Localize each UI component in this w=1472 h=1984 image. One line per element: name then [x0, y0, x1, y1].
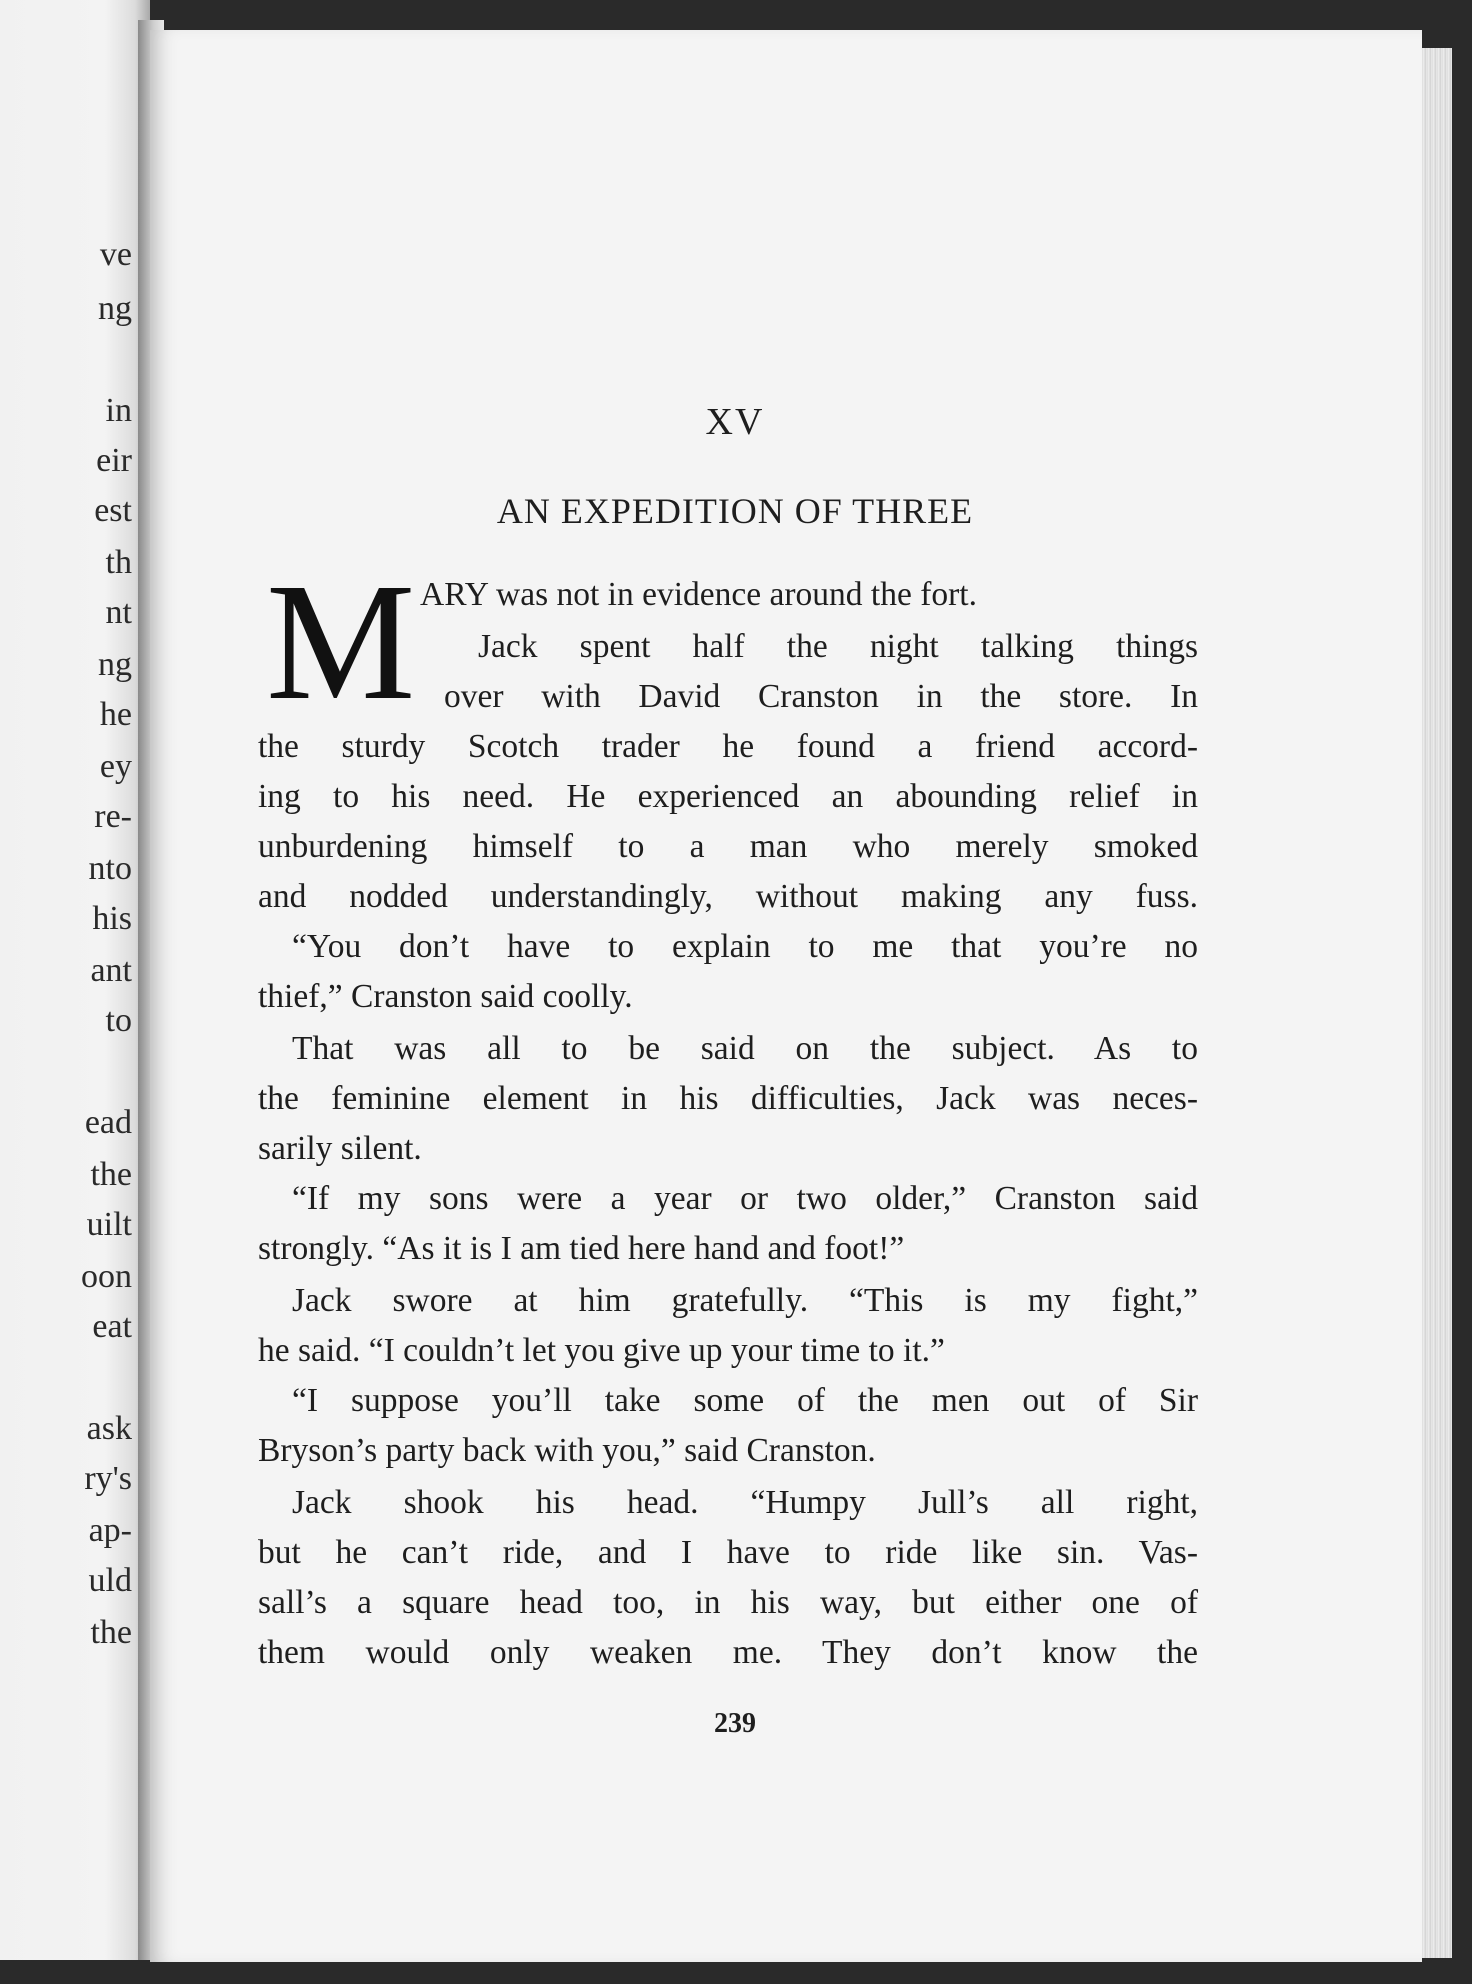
chapter-title: AN EXPEDITION OF THREE: [496, 491, 974, 531]
text-line: “I suppose you’ll take some of the men out of Sir: [292, 1382, 1198, 1419]
left-fragment: eat: [92, 1308, 132, 1345]
left-fragment: re-: [94, 798, 132, 835]
left-fragment: he: [99, 696, 132, 733]
text-line: ing to his need. He experienced an abounding relief in: [258, 778, 1198, 815]
left-fragment: ant: [90, 952, 132, 989]
left-fragment: ng: [98, 290, 132, 327]
left-fragment: uilt: [86, 1206, 132, 1243]
left-fragment: in: [105, 392, 132, 429]
text-line: thief,” Cranston said coolly.: [258, 978, 633, 1015]
left-fragment: ng: [98, 646, 132, 683]
text-line: Jack swore at him gratefully. “This is my fight,”: [292, 1282, 1198, 1319]
text-line: strongly. “As it is I am tied here hand and foot!”: [258, 1230, 905, 1267]
left-fragment: uld: [88, 1562, 132, 1599]
left-fragment: to: [105, 1002, 132, 1039]
text-line: and nodded understandingly, without making any fuss.: [258, 878, 1198, 915]
text-line: unburdening himself to a man who merely smoked: [258, 828, 1198, 865]
text-line: “If my sons were a year or two older,” Cranston said: [292, 1180, 1198, 1217]
page-number: 239: [714, 1708, 756, 1739]
left-fragment: nto: [88, 850, 132, 887]
text-line: Jack shook his head. “Humpy Jull’s all right,: [292, 1484, 1198, 1521]
text-line: Bryson’s party back with you,” said Cranston.: [258, 1432, 876, 1469]
left-fragment: th: [105, 544, 132, 581]
text-line: ARY was not in evidence around the fort.: [420, 576, 977, 613]
text-line: “You don’t have to explain to me that you’re no: [292, 928, 1198, 965]
text-line: That was all to be said on the subject. As to: [292, 1030, 1198, 1067]
left-fragment: est: [94, 492, 132, 529]
left-fragment: ead: [84, 1104, 132, 1141]
left-fragment: the: [90, 1156, 132, 1193]
drop-cap: M: [266, 549, 416, 735]
left-fragment: ask: [86, 1410, 132, 1447]
text-line: sall’s a square head too, in his way, but either one of: [258, 1584, 1198, 1621]
left-fragment: ap-: [88, 1512, 132, 1549]
text-line: he said. “I couldn’t let you give up your time to it.”: [258, 1332, 945, 1369]
left-page: [0, 0, 150, 1960]
text-line: the sturdy Scotch trader he found a friend accord-: [258, 728, 1198, 765]
left-fragment: eir: [96, 442, 132, 479]
left-fragment: oon: [81, 1258, 132, 1295]
text-line: them would only weaken me. They don’t know the: [258, 1634, 1198, 1671]
left-fragment: ry's: [84, 1460, 132, 1497]
text-line: the feminine element in his difficulties, Jack was neces-: [258, 1080, 1198, 1117]
left-fragment: ve: [99, 236, 132, 273]
chapter-number: XV: [705, 401, 765, 443]
text-line: but he can’t ride, and I have to ride like sin. Vas-: [258, 1534, 1198, 1571]
left-fragment: ey: [99, 748, 132, 785]
text-line: sarily silent.: [258, 1130, 422, 1167]
left-fragment: nt: [105, 594, 132, 631]
text-line: over with David Cranston in the store. In: [444, 678, 1198, 715]
left-fragment: his: [92, 900, 132, 937]
page-edges: [1422, 48, 1452, 1958]
left-fragment: the: [90, 1614, 132, 1651]
text-line: Jack spent half the night talking things: [478, 628, 1198, 665]
